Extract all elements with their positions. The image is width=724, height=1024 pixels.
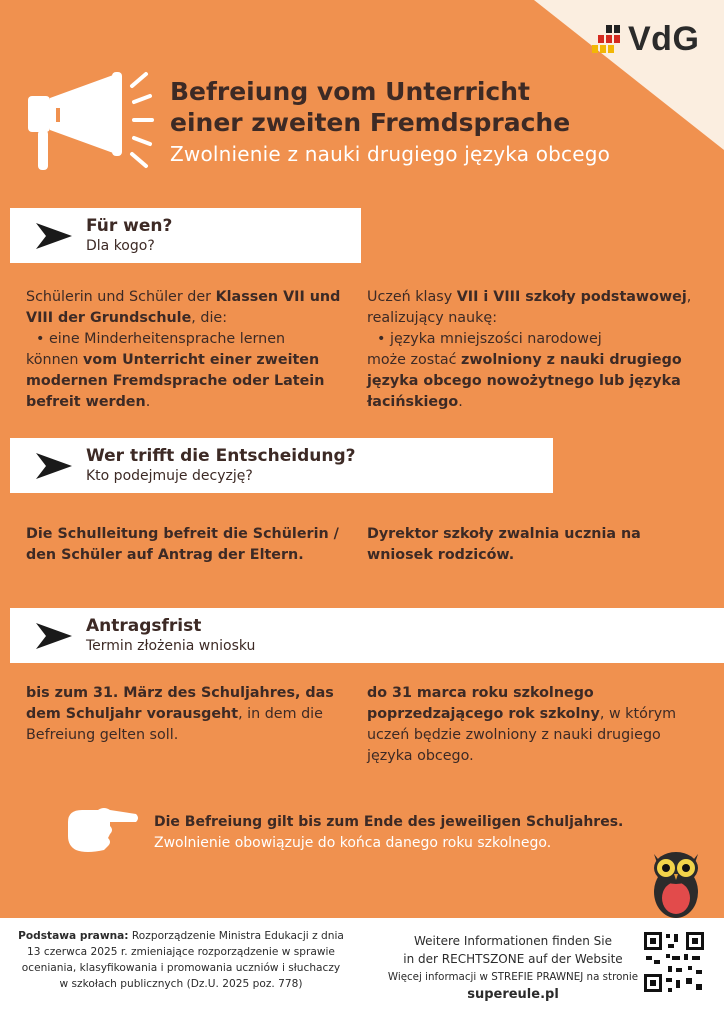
legal-basis: [16, 928, 346, 992]
page-title: [170, 76, 610, 138]
arrow-right-icon: [36, 453, 72, 479]
megaphone-icon: [24, 68, 154, 178]
text-run-bold: Klassen VII und VIII der Grundschule: [26, 289, 341, 326]
text-run: können: [26, 352, 84, 368]
flag-stripes-icon: [592, 25, 622, 55]
text-run-bold: do 31 marca roku szkolnego poprzedzającego rok szkolny: [367, 685, 600, 722]
text-run: .: [458, 394, 463, 410]
final-note: [154, 812, 623, 854]
website-link[interactable]: supereule.pl: [467, 987, 559, 1002]
bullet-text: języka mniejszości narodowej: [389, 331, 602, 347]
more-info: [378, 932, 648, 1004]
text-run: , die:: [191, 310, 228, 326]
title-line-1: Befreiung vom Unterricht: [170, 77, 530, 106]
vdg-logo: [592, 20, 699, 59]
text-run: , in dem die Befreiung gelten soll.: [26, 706, 323, 743]
title-line-2: einer zweiten Fremdsprache: [170, 108, 571, 137]
owl-icon: [644, 842, 708, 918]
deadline-text-de: [26, 683, 351, 746]
text-run-bold: VII i VIII szkoły podstawowej: [456, 289, 687, 305]
text-run-bold: bis zum 31. März des Schuljahres, das dem Schuljahr vorausgeht: [26, 685, 334, 722]
section-header-deadline: [10, 608, 724, 663]
arrow-right-icon: [36, 623, 72, 649]
page-subtitle: Zwolnienie z nauki drugiego języka obcego: [170, 142, 611, 166]
qr-code-icon[interactable]: [642, 930, 706, 994]
text-run-bold: zwolniony z nauki drugiego języka obcego nowożytnego lub języka łacińskiego: [367, 352, 682, 410]
logo-text: VdG: [628, 20, 700, 58]
final-note-de: Die Befreiung gilt bis zum Ende des jeweiligen Schuljahres.: [154, 814, 624, 830]
who-column-pl: [367, 287, 707, 413]
section-heading: Für wen?: [86, 215, 173, 236]
text-run: Schülerin und Schüler der: [26, 289, 216, 305]
section-subheading: Termin złożenia wniosku: [86, 637, 256, 654]
decision-text-de: Die Schulleitung befreit die Schülerin / den Schüler auf Antrag der Eltern.: [26, 526, 339, 563]
page-title-block: [170, 76, 610, 166]
text-run: może zostać: [367, 352, 461, 368]
bullet-item: • eine Minderheitensprache lernen: [36, 331, 286, 347]
legal-text: Rozporządzenie Ministra Edukacji z dnia 13 czerwca 2025 r. zmieniające rozporządzenie w sprawie oceniania, klasyfikowania i promowania uczniów i słuchaczy w szkołach publicznych (Dz.U. 2025 poz. 778): [21, 930, 344, 990]
section-heading: Wer trifft die Entscheidung?: [86, 445, 356, 466]
text-run: , w którym uczeń będzie zwolniony z nauki drugiego języka obcego.: [367, 706, 677, 764]
deadline-text-pl: [367, 683, 697, 767]
legal-label: Podstawa prawna:: [18, 930, 129, 942]
text-run: .: [145, 394, 151, 410]
arrow-right-icon: [36, 223, 72, 249]
final-note-pl: Zwolnienie obowiązuje do końca danego roku szkolnego.: [154, 835, 552, 851]
info-de-line-2: in der RECHTSZONE auf der Website: [403, 952, 623, 966]
info-de-line-1: Weitere Informationen finden Sie: [413, 934, 613, 948]
section-heading: Antragsfrist: [86, 615, 202, 636]
info-pl: Więcej informacji w STREFIE PRAWNEJ na stronie: [387, 971, 639, 983]
section-subheading: Kto podejmuje decyzję?: [86, 467, 253, 484]
bullet-text: eine Minderheitensprache lernen: [48, 331, 286, 347]
section-subheading: Dla kogo?: [86, 237, 155, 254]
decision-text-pl: Dyrektor szkoły zwalnia ucznia na wniosek rodziców.: [367, 526, 641, 563]
text-run: , realizujący naukę:: [367, 289, 692, 326]
bullet-item: • języka mniejszości narodowej: [377, 331, 602, 347]
text-run-bold: vom Unterricht einer zweiten modernen Fremdsprache oder Latein befreit werden: [26, 352, 325, 410]
section-header-who: [10, 208, 361, 263]
who-column-de: [26, 287, 346, 413]
pointing-hand-icon: [64, 802, 140, 858]
text-run: Uczeń klasy: [367, 289, 457, 305]
section-header-decision: [10, 438, 553, 493]
